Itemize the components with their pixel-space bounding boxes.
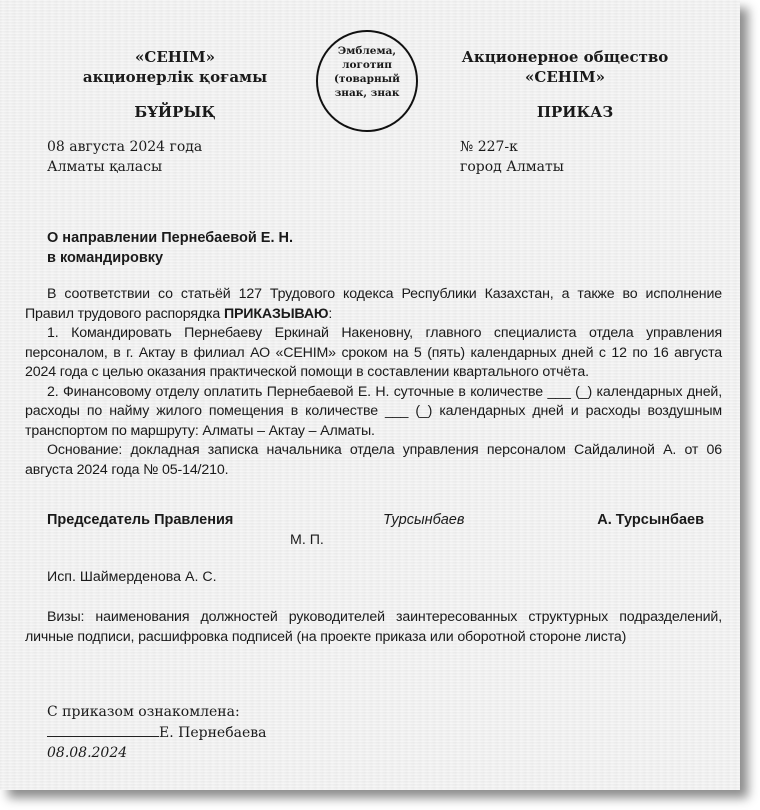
doc-type-ru: ПРИКАЗ [536, 103, 614, 121]
visas-text: Визы: наименования должностей руководителей заинтересованных структурных подразделений, личные подписи, расшифровка подписей (на проекте приказа или оборотной стороне листа) [25, 609, 722, 645]
emblem-logo-placeholder [316, 30, 418, 132]
subject-line2: в командировку [47, 250, 164, 266]
emblem-text [318, 44, 416, 100]
subject-heading [47, 228, 293, 268]
header-left-org [60, 47, 290, 87]
emblem-line: Эмблема, [337, 45, 397, 57]
org-name-ru-line1: Акционерное общество [461, 48, 669, 66]
acknowledgement-block [47, 702, 266, 763]
signatory-name: А. Турсынбаев [597, 512, 704, 528]
acknowledgement-date: 08.08.2024 [47, 745, 128, 761]
order-item-2: 2. Финансовому отделу оплатить Пернебаевой Е. Н. суточные в количестве ___ (_) календарных дней, расходы по найму жилого помещения в количестве ___ (_) календарных дней и расходы воздушным транспортом по маршруту: Алматы – Актау – Алматы. [25, 383, 722, 439]
acknowledgement-signature-line [47, 722, 266, 743]
acknowledgement-label: С приказом ознакомлена: [47, 704, 240, 720]
visas-block [25, 608, 722, 647]
emblem-line: (товарный [334, 73, 400, 85]
header-right-meta [460, 137, 564, 177]
doc-date: 08 августа 2024 года [47, 139, 203, 155]
signature-blank-line [47, 722, 159, 737]
order-body [25, 285, 722, 480]
preamble [25, 285, 722, 324]
header-right-org [460, 47, 670, 87]
org-name-ru-line2: «СЕНІМ» [525, 68, 605, 86]
acknowledgement-name: Е. Пернебаева [159, 725, 267, 741]
org-name-kz-line2: акционерлік қоғамы [82, 68, 268, 86]
doc-type-kz: БҰЙРЫҚ [134, 103, 216, 121]
order-word: ПРИКАЗЫВАЮ [223, 305, 329, 322]
executor: Исп. Шаймерденова А. С. [47, 569, 217, 585]
subject-line1: О направлении Пернебаевой Е. Н. [47, 230, 294, 246]
signatory-position: Председатель Правления [47, 512, 234, 528]
city-ru: город Алматы [460, 159, 564, 175]
handwritten-signature: Турсынбаев [383, 512, 465, 528]
emblem-line: знак, знак [334, 87, 400, 99]
city-kz: Алматы қаласы [47, 159, 163, 175]
doc-number: № 227-к [460, 139, 518, 155]
order-colon: : [328, 305, 333, 322]
order-basis: Основание: докладная записка начальника отдела управления персоналом Сайдалиной А. от 06 августа 2024 года № 05-14/210. [25, 442, 722, 478]
header-left-meta [47, 137, 202, 177]
order-item-1: 1. Командировать Пернебаеву Еркинай Накеновну, главного специалиста отдела управления персоналом, в г. Актау в филиал АО «СЕНІМ» сроком на 5 (пять) календарных дней с 12 по 16 августа 2024 года с целью оказания практической помощи в составлении квартального отчёта. [25, 325, 722, 380]
preamble-text: В соответствии со статьёй 127 Трудового кодекса Республики Казахстан, а также во исполнение Правил трудового распорядка [25, 286, 722, 322]
seal-place: М. П. [290, 532, 324, 548]
org-name-kz-line1: «СЕНІМ» [135, 48, 215, 66]
emblem-line: логотип [342, 59, 392, 71]
